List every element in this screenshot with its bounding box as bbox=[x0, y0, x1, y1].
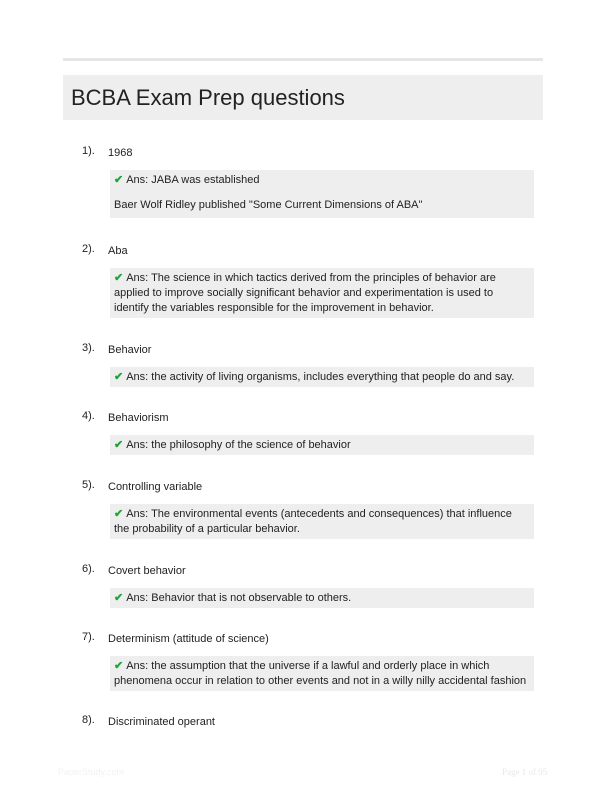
check-icon: ✔ bbox=[114, 439, 124, 451]
answer-text: Ans: JABA was established bbox=[126, 174, 260, 186]
document-title: BCBA Exam Prep questions bbox=[71, 85, 345, 110]
answer-text: Ans: the assumption that the universe if a lawful and orderly place in which phenomena occur in relation to other events and not in a willy nilly accidental fashion bbox=[114, 660, 527, 687]
question-number: 1). bbox=[82, 145, 95, 157]
check-icon: ✔ bbox=[114, 272, 124, 284]
answer-box bbox=[110, 268, 534, 318]
question-number: 4). bbox=[82, 410, 95, 422]
check-icon: ✔ bbox=[114, 371, 124, 383]
question-number: 7). bbox=[82, 631, 95, 643]
answer-box bbox=[110, 367, 534, 387]
answer-box bbox=[110, 656, 534, 691]
answer-text: Ans: The science in which tactics derived from the principles of behavior are applied to improve socially significant behavior and experimentation is used to identify the variables responsible for the improvement in behavior. bbox=[114, 272, 496, 314]
question-number: 2). bbox=[82, 243, 95, 255]
answer-text: Ans: the philosophy of the science of behavior bbox=[126, 439, 351, 451]
answer-box bbox=[110, 170, 534, 218]
check-icon: ✔ bbox=[114, 174, 124, 186]
answer-text: Ans: Behavior that is not observable to others. bbox=[126, 592, 352, 604]
question-term: 1968 bbox=[108, 147, 133, 159]
question-number: 5). bbox=[82, 479, 95, 491]
question-number: 3). bbox=[82, 342, 95, 354]
question-number: 6). bbox=[82, 563, 95, 575]
answer-box bbox=[110, 435, 534, 455]
question-term: Determinism (attitude of science) bbox=[108, 633, 269, 645]
question-term: Behaviorism bbox=[108, 412, 169, 424]
question-term: Behavior bbox=[108, 344, 152, 356]
answer-text: Ans: The environmental events (antecedents and consequences) that influence the probability of a particular behavior. bbox=[114, 508, 512, 535]
top-divider bbox=[63, 58, 543, 61]
check-icon: ✔ bbox=[114, 508, 124, 520]
answer-text: Ans: the activity of living organisms, includes everything that people do and say. bbox=[126, 371, 515, 383]
title-bar bbox=[63, 75, 543, 120]
answer-box bbox=[110, 504, 534, 539]
answer-extra-text: Baer Wolf Ridley published "Some Current Dimensions of ABA" bbox=[114, 199, 423, 211]
question-term: Controlling variable bbox=[108, 481, 203, 493]
question-term: Covert behavior bbox=[108, 565, 186, 577]
check-icon: ✔ bbox=[114, 660, 124, 672]
footer-site: PaperStudy.com bbox=[58, 767, 124, 777]
question-term: Discriminated operant bbox=[108, 716, 215, 728]
answer-box bbox=[110, 588, 534, 608]
footer-page-number: Page 1 of 95 bbox=[502, 767, 548, 777]
check-icon: ✔ bbox=[114, 592, 124, 604]
question-number: 8). bbox=[82, 714, 95, 726]
question-term: Aba bbox=[108, 245, 128, 257]
